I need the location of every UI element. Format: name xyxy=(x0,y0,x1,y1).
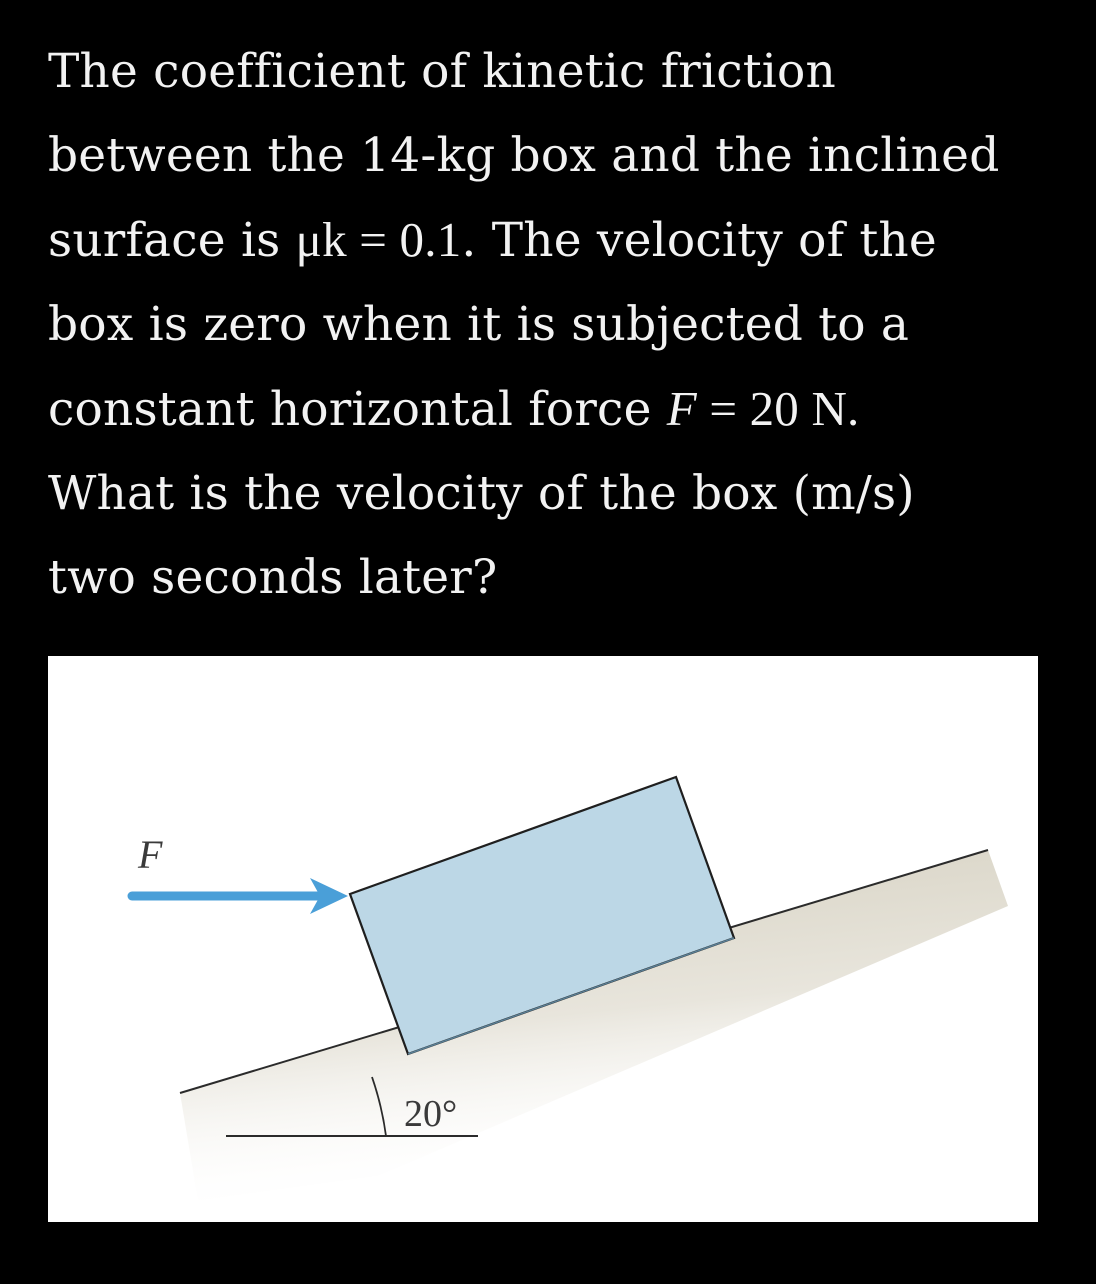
force-label: F xyxy=(138,832,163,877)
problem-statement xyxy=(48,30,1058,620)
problem-line-2: between the 14-kg box and the inclined xyxy=(48,128,1000,183)
force-variable: F xyxy=(666,381,697,436)
friction-coefficient: μk = 0.1 xyxy=(295,212,462,267)
problem-line-7: two seconds later? xyxy=(48,550,498,605)
line-3-prefix: surface is xyxy=(48,213,296,268)
problem-line-1: The coefficient of kinetic friction xyxy=(48,44,837,99)
line-5-prefix: constant horizontal force xyxy=(48,382,667,437)
angle-label: 20° xyxy=(404,1093,458,1135)
line-3-suffix: . The velocity of the xyxy=(461,213,937,268)
problem-line-5 xyxy=(48,367,1058,452)
force-value: = 20 N. xyxy=(696,381,860,436)
incline-figure xyxy=(48,656,1038,1222)
problem-line-3 xyxy=(48,198,1058,283)
problem-line-4: box is zero when it is subjected to a xyxy=(48,297,910,352)
incline-diagram xyxy=(48,656,1038,1222)
problem-line-6: What is the velocity of the box (m/s) xyxy=(48,466,915,521)
